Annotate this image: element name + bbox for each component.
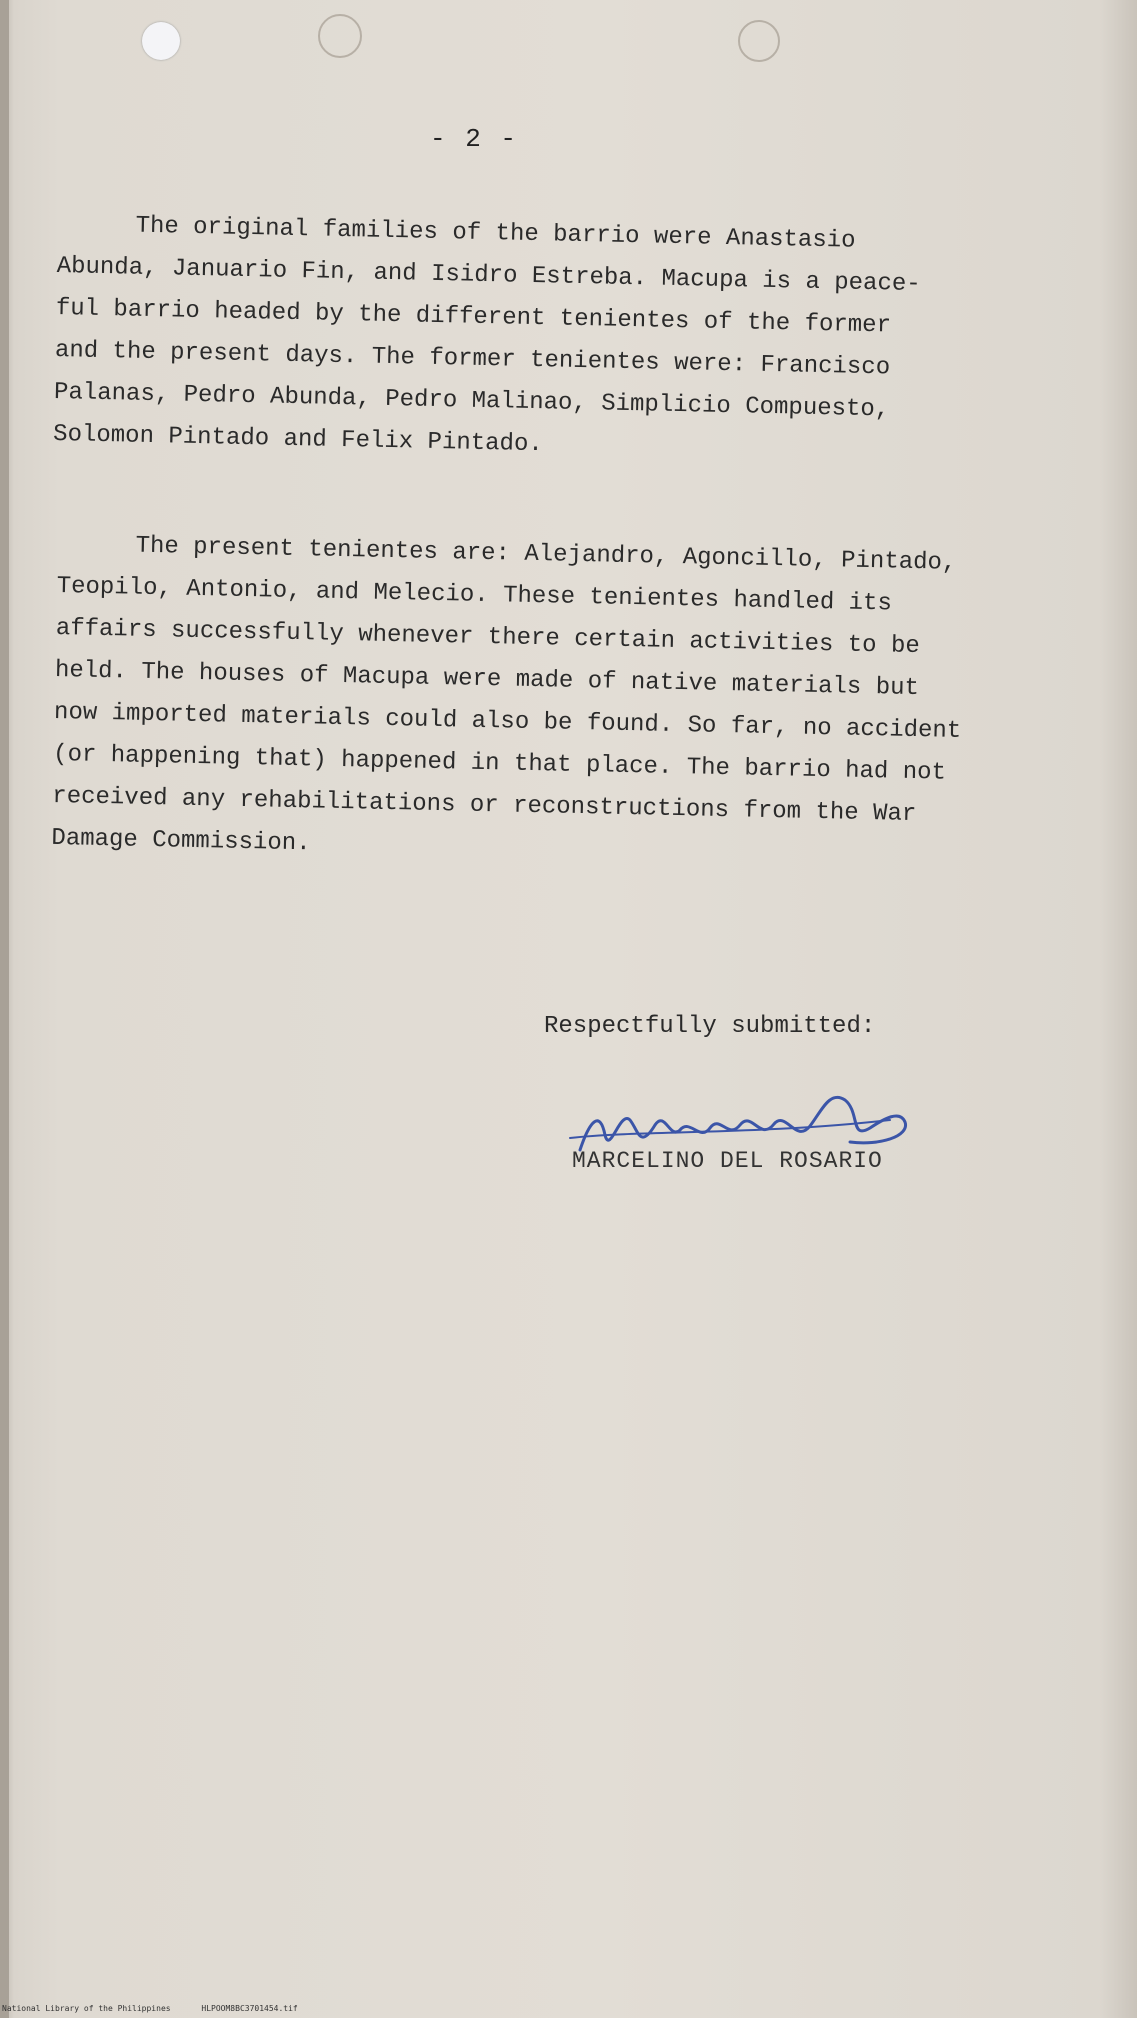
- text-line: (or happening that) happened in that place. The barrio had not: [52, 740, 947, 787]
- text-line: held. The houses of Macupa were made of native materials but: [54, 656, 920, 703]
- footer-file-id: HLPOOM8BC3701454.tif: [201, 2004, 298, 2013]
- page-edge: [0, 0, 9, 2018]
- punch-hole: [142, 22, 180, 60]
- page-number: - 2 -: [430, 124, 519, 154]
- text-line: The present tenientes are: Alejandro, Agoncillo, Pintado,: [135, 532, 957, 577]
- text-line: Solomon Pintado and Felix Pintado.: [52, 420, 544, 459]
- punch-hole-outline: [318, 14, 362, 58]
- text-line: Abunda, Januario Fin, and Isidro Estreba. Macupa is a peace-: [56, 252, 921, 299]
- text-line: affairs successfully whenever there certain activities to be: [55, 614, 921, 661]
- text-line: received any rehabilitations or reconstructions from the War: [52, 782, 917, 829]
- text-line: Palanas, Pedro Abunda, Pedro Malinao, Simplicio Compuesto,: [53, 378, 890, 424]
- paragraph-present-tenientes: [51, 524, 1008, 880]
- closing-line: Respectfully submitted:: [544, 1013, 876, 1040]
- text-line: and the present days. The former tenientes were: Francisco: [54, 336, 891, 382]
- text-line: now imported materials could also be found. So far, no accident: [53, 698, 962, 745]
- text-line: The original families of the barrio were Anastasio: [135, 212, 856, 255]
- footer-institution: National Library of the Philippines: [2, 2004, 171, 2013]
- punch-hole-outline: [738, 20, 780, 62]
- text-line: ful barrio headed by the different tenientes of the former: [55, 294, 892, 340]
- scan-footer: [2, 2004, 324, 2013]
- paragraph-original-families: [53, 204, 1008, 476]
- text-line: Teopilo, Antonio, and Melecio. These tenientes handled its: [56, 572, 893, 618]
- text-line: Damage Commission.: [51, 824, 311, 858]
- signer-name: MARCELINO DEL ROSARIO: [572, 1148, 883, 1174]
